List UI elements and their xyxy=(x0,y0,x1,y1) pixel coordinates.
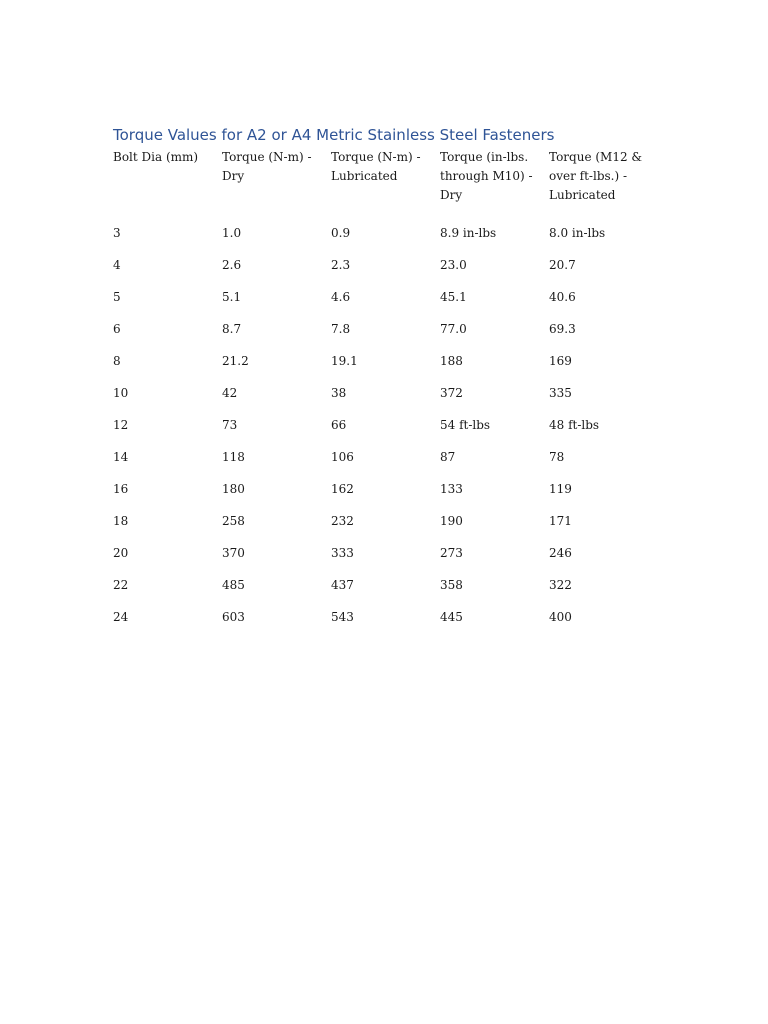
table-cell: 10 xyxy=(113,386,129,400)
table-cell: 169 xyxy=(549,354,572,368)
table-row xyxy=(113,608,658,640)
table-cell: 603 xyxy=(222,610,245,624)
table-cell: 246 xyxy=(549,546,572,560)
table-row xyxy=(113,224,658,256)
table-row xyxy=(113,256,658,288)
table-cell: 87 xyxy=(440,450,456,464)
table-cell: 6 xyxy=(113,322,121,336)
table-cell: 19.1 xyxy=(331,354,358,368)
table-cell: 8.9 in-lbs xyxy=(440,226,497,240)
table-cell: 7.8 xyxy=(331,322,351,336)
table-cell: 8 xyxy=(113,354,121,368)
table-cell: 437 xyxy=(331,578,354,592)
table-cell: 16 xyxy=(113,482,129,496)
table-row xyxy=(113,288,658,320)
table-cell: 38 xyxy=(331,386,347,400)
table-row xyxy=(113,512,658,544)
table-row xyxy=(113,352,658,384)
table-cell: 77.0 xyxy=(440,322,467,336)
column-header-torque-nm-lubricated: Torque (N-m) - Lubricated xyxy=(331,150,421,183)
table-cell: 106 xyxy=(331,450,354,464)
table-cell: 20.7 xyxy=(549,258,576,272)
column-header-torque-ft-lbs-lubricated: Torque (M12 & over ft-lbs.) - Lubricated xyxy=(549,150,643,202)
table-cell: 190 xyxy=(440,514,463,528)
table-cell: 23.0 xyxy=(440,258,467,272)
table-cell: 162 xyxy=(331,482,354,496)
table-cell: 18 xyxy=(113,514,129,528)
table-cell: 1.0 xyxy=(222,226,242,240)
table-row xyxy=(113,544,658,576)
table-cell: 78 xyxy=(549,450,565,464)
table-cell: 20 xyxy=(113,546,129,560)
table-cell: 171 xyxy=(549,514,572,528)
table-body xyxy=(113,224,658,640)
table-header-row xyxy=(113,148,658,224)
table-cell: 40.6 xyxy=(549,290,576,304)
table-cell: 21.2 xyxy=(222,354,249,368)
torque-table xyxy=(113,148,658,640)
table-cell: 180 xyxy=(222,482,245,496)
column-header-bolt-dia: Bolt Dia (mm) xyxy=(113,150,199,164)
table-row xyxy=(113,320,658,352)
table-cell: 5.1 xyxy=(222,290,242,304)
table-row xyxy=(113,384,658,416)
table-cell: 370 xyxy=(222,546,245,560)
table-cell: 22 xyxy=(113,578,129,592)
table-cell: 0.9 xyxy=(331,226,351,240)
table-cell: 4 xyxy=(113,258,121,272)
table-row xyxy=(113,448,658,480)
table-cell: 188 xyxy=(440,354,463,368)
table-cell: 8.0 in-lbs xyxy=(549,226,606,240)
table-row xyxy=(113,576,658,608)
column-header-torque-in-lbs-dry: Torque (in-lbs. through M10) - Dry xyxy=(440,150,533,202)
table-cell: 45.1 xyxy=(440,290,467,304)
table-cell: 42 xyxy=(222,386,238,400)
table-cell: 24 xyxy=(113,610,129,624)
table-cell: 3 xyxy=(113,226,121,240)
table-cell: 372 xyxy=(440,386,463,400)
table-cell: 445 xyxy=(440,610,463,624)
table-cell: 54 ft-lbs xyxy=(440,418,491,432)
table-cell: 335 xyxy=(549,386,572,400)
table-cell: 232 xyxy=(331,514,354,528)
table-cell: 4.6 xyxy=(331,290,351,304)
table-cell: 333 xyxy=(331,546,354,560)
table-cell: 400 xyxy=(549,610,572,624)
table-cell: 543 xyxy=(331,610,354,624)
table-cell: 119 xyxy=(549,482,572,496)
table-cell: 8.7 xyxy=(222,322,242,336)
table-cell: 358 xyxy=(440,578,463,592)
table-cell: 2.3 xyxy=(331,258,351,272)
table-cell: 133 xyxy=(440,482,463,496)
table-cell: 322 xyxy=(549,578,572,592)
table-cell: 485 xyxy=(222,578,245,592)
table-row xyxy=(113,480,658,512)
table-cell: 258 xyxy=(222,514,245,528)
table-cell: 118 xyxy=(222,450,245,464)
table-cell: 5 xyxy=(113,290,121,304)
column-header-torque-nm-dry: Torque (N-m) - Dry xyxy=(222,150,312,183)
table-cell: 66 xyxy=(331,418,347,432)
table-row xyxy=(113,416,658,448)
document-title: Torque Values for A2 or A4 Metric Stainless Steel Fasteners xyxy=(113,126,555,144)
table-cell: 2.6 xyxy=(222,258,242,272)
table-cell: 69.3 xyxy=(549,322,576,336)
table-cell: 14 xyxy=(113,450,129,464)
table-cell: 12 xyxy=(113,418,129,432)
table-cell: 73 xyxy=(222,418,238,432)
table-cell: 273 xyxy=(440,546,463,560)
table-cell: 48 ft-lbs xyxy=(549,418,600,432)
